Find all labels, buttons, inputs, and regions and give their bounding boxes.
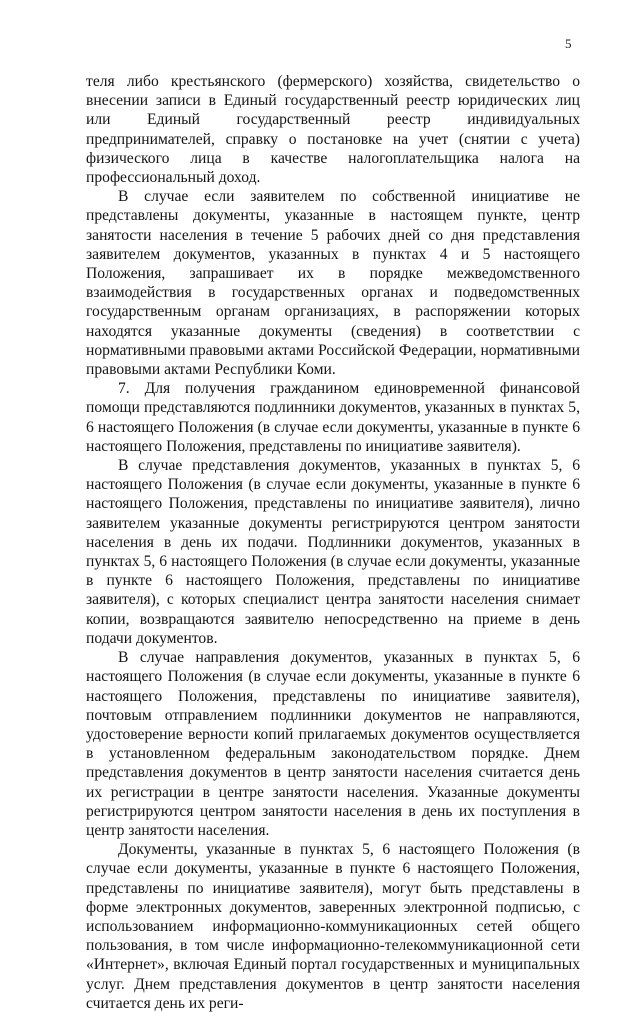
paragraph: теля либо крестьянского (фермерского) хозяйства, свидетельство о внесении записи в Единый государственный реестр юридических лиц или Единый государственный реестр индивидуальных предпринимателей, справку о постановке на учет (снятии с учета) физического лица в качестве налогоплательщика налога на профессиональный доход. <box>86 73 580 187</box>
document-body <box>86 72 580 1013</box>
paragraph: В случае если заявителем по собственной инициативе не представлены документы, указанные в настоящем пункте, центр занятости населения в течение 5 рабочих дней со дня представления заявителем документов, указанных в пунктах 4 и 5 настоящего Положения, запрашивает их в порядке межведомственного взаимодействия в государственных органах и подведомственных государственным органам организациях, в распоряжении которых находятся указанные документы (сведения) в соответствии с нормативными правовыми актами Российской Федерации, нормативными правовыми актами Республики Коми. <box>86 188 580 379</box>
paragraph: 7. Для получения гражданином единовременной финансовой помощи представляются подлинники документов, указанных в пунктах 5, 6 настоящего Положения (в случае если документы, указанные в пункте 6 настоящего Положения, представлены по инициативе заявителя). <box>86 380 580 455</box>
paragraph: Документы, указанные в пунктах 5, 6 настоящего Положения (в случае если документы, указанные в пункте 6 настоящего Положения, представлены по инициативе заявителя), могут быть представлены в форме электронных документов, заверенных электронной подписью, с использованием информационно-коммуникационных сетей общего пользования, в том числе информационно-телекоммуникационной сети «Интернет», включая Единый портал государственных и муниципальных услуг. Днем представления документов в центр занятости населения считается день их реги- <box>86 841 580 1012</box>
paragraph: В случае направления документов, указанных в пунктах 5, 6 настоящего Положения (в случае если документы, указанные в пункте 6 настоящего Положения, представлены по инициативе заявителя), почтовым отправлением подлинники документов не направляются, удостоверение верности копий прилагаемых документов осуществляется в установленном федеральным законодательством порядке. Днем представления документов в центр занятости населения считается день их регистрации в центре занятости населения. Указанные документы регистрируются центром занятости населения в день их поступления в центр занятости населения. <box>86 649 580 839</box>
page-number: 5 <box>565 36 572 51</box>
paragraph: В случае представления документов, указанных в пунктах 5, 6 настоящего Положения (в случае если документы, указанные в пункте 6 настоящего Положения, представлены по инициативе заявителя), лично заявителем указанные документы регистрируются центром занятости населения в день их подачи. Подлинники документов, указанных в пунктах 5, 6 настоящего Положения (в случае если документы, указанные в пункте 6 настоящего Положения, представлены по инициативе заявителя), с которых специалист центра занятости населения снимает копии, возвращаются заявителю непосредственно на приеме в день подачи документов. <box>86 457 580 647</box>
